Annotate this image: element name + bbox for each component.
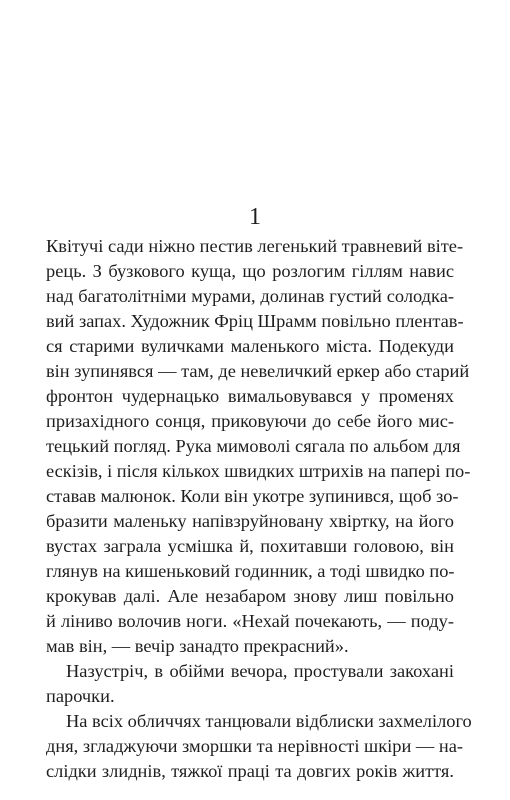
text-line: ся старими вуличками маленького міста. Подекуди	[46, 336, 454, 356]
text-line: парочки.	[46, 686, 115, 706]
text-line: крокував далі. Але незабаром знову лиш повільно	[46, 586, 454, 606]
text-line: й ліниво волочив ноги. «Нехай почекають, — поду-	[46, 611, 454, 631]
text-line: фронтон чудернацько вимальовувався у променях	[46, 386, 454, 406]
text-line: бразити маленьку напівзруйновану хвіртку, на його	[46, 511, 454, 531]
text-line: призахідного сонця, приковуючи до себе його мис-	[46, 411, 454, 431]
chapter-number: 1	[249, 204, 261, 230]
text-line: він зупинявся — там, де невеличкий еркер або старий	[46, 361, 470, 381]
text-line: рець. З бузкового куща, що розлогим гіллям навис	[46, 261, 454, 281]
text-line: ставав малюнок. Коли він укотре зупинився, щоб зо-	[46, 486, 459, 506]
text-line: ескізів, і після кількох швидких штрихів на папері по-	[46, 461, 471, 481]
text-line: слідки злиднів, тяжкої праці та довгих років життя.	[46, 761, 454, 781]
text-line: глянув на кишеньковий годинник, а тоді швидко по-	[46, 561, 455, 581]
text-line: На всіх обличчях танцювали відблиски захмелілого	[66, 711, 472, 731]
text-line: тецький погляд. Рука мимоволі сягала по альбом для	[46, 436, 461, 456]
text-line: Квітучі сади ніжно пестив легенький травневий віте-	[46, 236, 464, 256]
text-line: мав він, — вечір занадто прекрасний».	[46, 636, 349, 656]
text-line: вий запах. Художник Фріц Шрамм повільно плентав-	[46, 311, 464, 331]
text-line: Назустріч, в обійми вечора, простували закохані	[66, 661, 454, 681]
text-line: вустах заграла усмішка й, похитавши головою, він	[46, 536, 454, 556]
text-line: над багатолітніми мурами, долинав густий солодка-	[46, 286, 454, 306]
text-line: дня, згладжуючи зморшки та нерівності шкіри — на-	[46, 736, 463, 756]
